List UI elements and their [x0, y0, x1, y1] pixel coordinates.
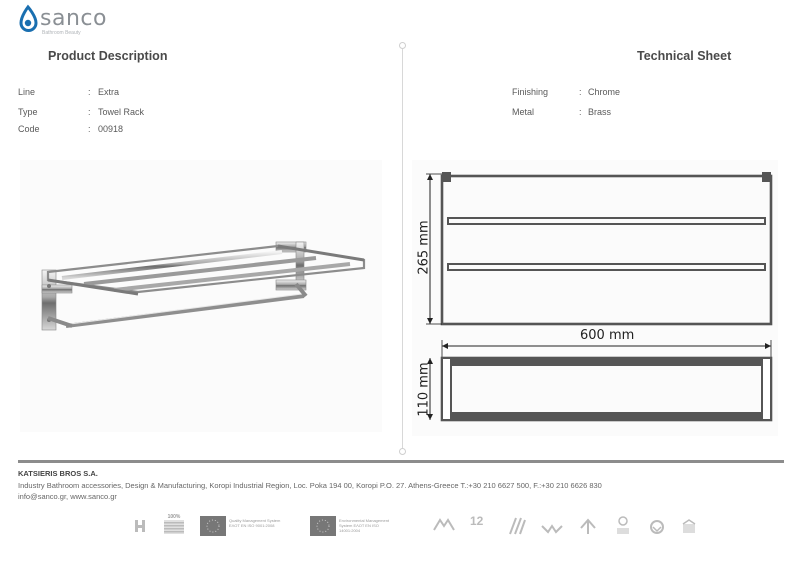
spec-value-code: 00918 — [98, 124, 124, 134]
technical-sheet-title: Technical Sheet — [637, 49, 732, 63]
circle-arrow-badge-icon — [648, 518, 666, 536]
spec-colon: : — [88, 124, 91, 134]
badge-12: 12 — [470, 514, 484, 528]
rail-lower — [448, 264, 765, 270]
spec-colon: : — [579, 107, 582, 117]
arrow-left — [442, 343, 448, 349]
product-photo — [20, 160, 382, 432]
frame-outline — [442, 176, 771, 324]
top-view-outline — [442, 358, 771, 420]
spec-value-type: Towel Rack — [98, 107, 145, 117]
iso9001-text: Quality Management System ΕΛΟΤ EN ISO 9001:2008 — [229, 518, 281, 528]
column-divider — [402, 46, 403, 450]
iso9001-flag-icon — [200, 516, 226, 536]
years-warranty-badge-icon — [470, 514, 483, 528]
box-badge-icon — [680, 518, 698, 536]
badge-100: 100% — [167, 514, 181, 520]
hand-badge-icon — [130, 516, 150, 536]
brand-name: sanco — [40, 6, 107, 31]
depth-dimension-label: 110 mm — [416, 362, 432, 417]
spec-label-metal: Metal — [512, 107, 535, 117]
divider-dot-top — [399, 42, 406, 49]
technical-drawing — [412, 160, 778, 436]
rail-upper — [448, 218, 765, 224]
company-name: KATSIERIS BROS S.A. — [18, 469, 98, 478]
spec-label-finishing: Finishing — [512, 87, 549, 97]
spec-colon: : — [88, 87, 91, 97]
footer-rule — [18, 460, 784, 463]
arrow-right — [765, 343, 771, 349]
top-view-right-end — [762, 358, 771, 420]
diagonal-stripes-icon — [506, 516, 526, 536]
sun-badge-icon — [614, 514, 632, 536]
spiral-badge-icon — [432, 516, 456, 536]
frame-cap-left — [442, 172, 451, 182]
greek-flag-badge-icon — [164, 514, 184, 538]
arrow-badge-icon — [578, 516, 598, 536]
top-view-upper-bar — [442, 358, 771, 366]
width-dimension-label: 600 mm — [580, 328, 635, 343]
arrow-down — [427, 318, 433, 324]
divider-dot-bottom — [399, 448, 406, 455]
height-dimension-label: 265 mm — [416, 220, 432, 275]
arrow-up — [427, 174, 433, 180]
top-view-lower-bar — [442, 412, 771, 420]
spec-label-code: Code — [18, 124, 40, 134]
wave-badge-icon — [540, 518, 564, 536]
spec-value-finishing: Chrome — [588, 87, 621, 97]
towel-rack-illustration — [20, 160, 382, 432]
company-address: Industry Bathroom accessories, Design & Manufacturing, Koropi Industrial Region, Loc. Poka 194 00, Koropi P.O. 27. Athens-Greece T.:+30 210 6627 500, F.:+30 210 6626 830 — [18, 481, 602, 490]
product-description-title: Product Description — [48, 49, 168, 63]
iso14001-text: Environmental Management System ΕΛΟΤ EN ISO 14001:2004 — [339, 518, 390, 533]
spec-colon: : — [88, 107, 91, 117]
frame-cap-right — [762, 172, 771, 182]
brand-tagline: Bathroom Beauty — [42, 30, 81, 36]
iso14001-flag-icon — [310, 516, 336, 536]
company-contact: info@sanco.gr, www.sanco.gr — [18, 492, 117, 501]
dimension-drawing — [412, 160, 778, 436]
spec-value-line: Extra — [98, 87, 120, 97]
top-view-left-end — [442, 358, 451, 420]
spec-colon: : — [579, 87, 582, 97]
spec-label-line: Line — [18, 87, 36, 97]
certification-badges — [130, 514, 700, 538]
spec-label-type: Type — [18, 107, 38, 117]
spec-value-metal: Brass — [588, 107, 612, 117]
